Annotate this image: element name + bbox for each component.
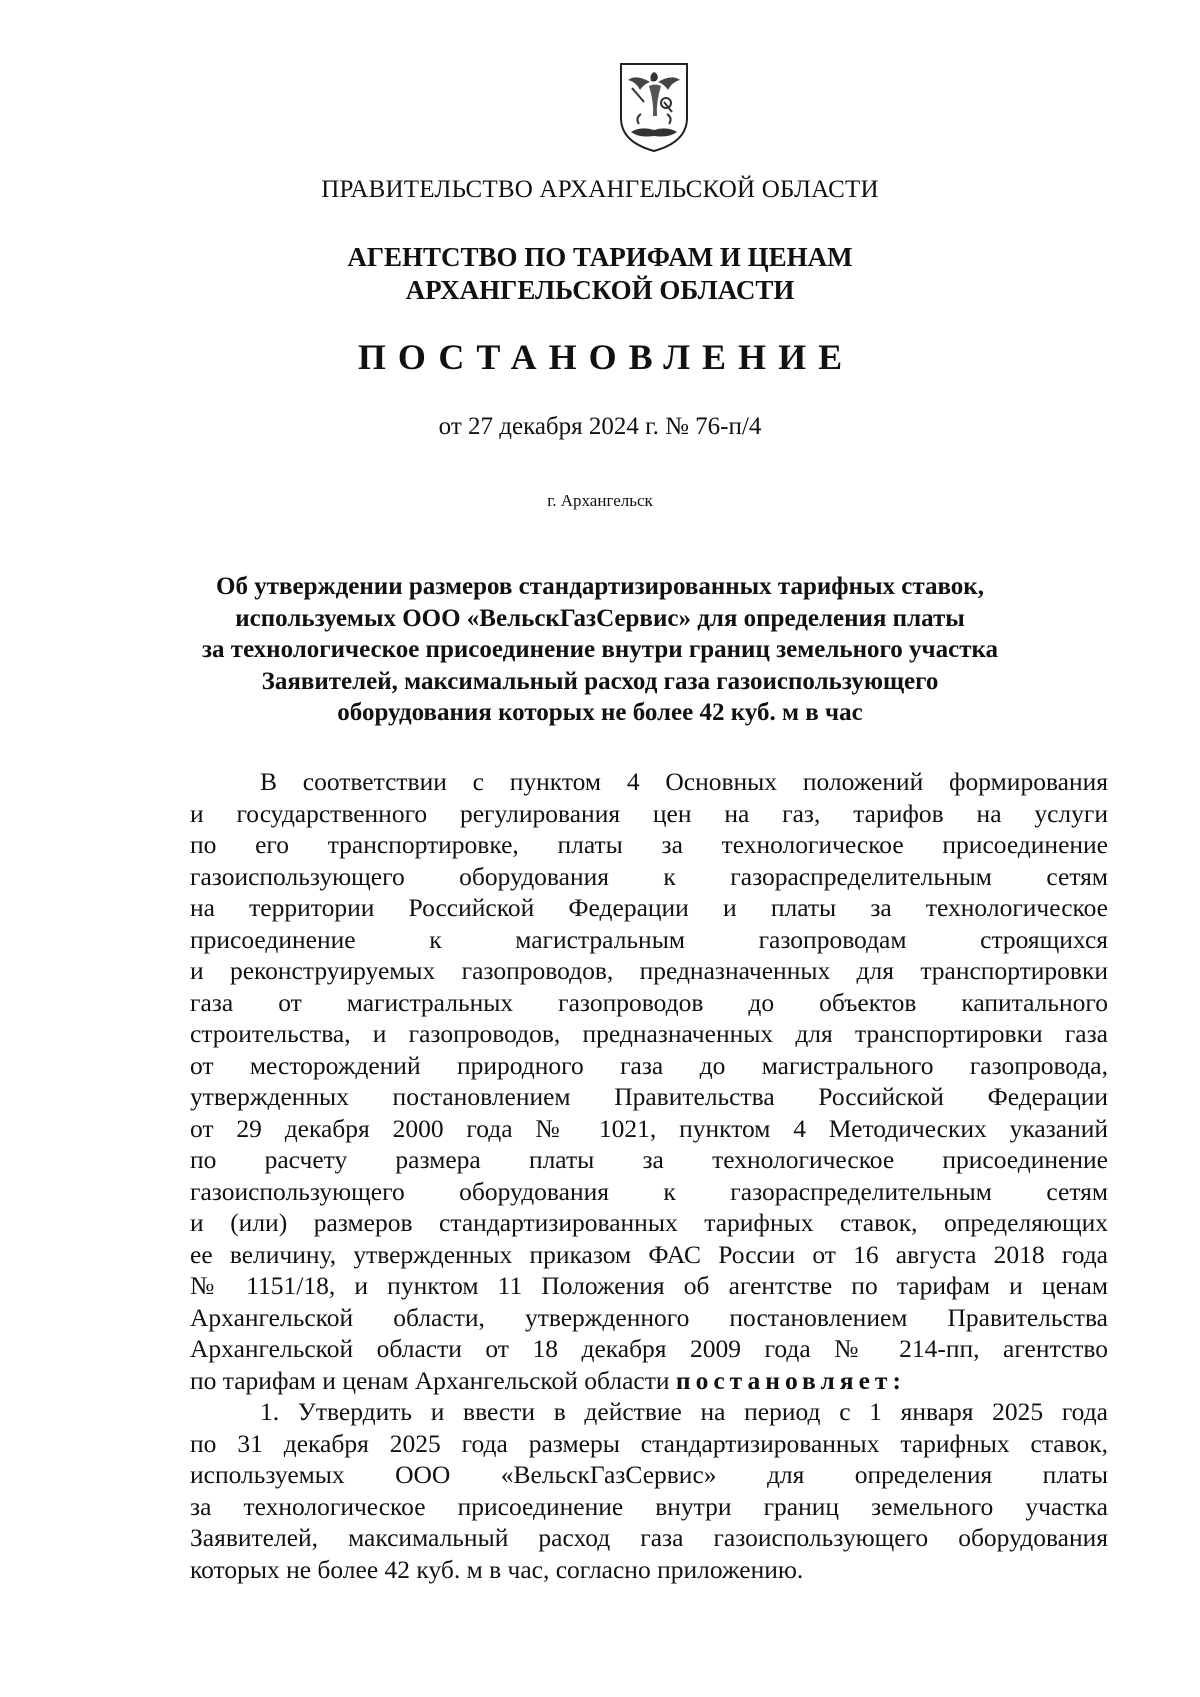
agency-name-line: АРХАНГЕЛЬСКОЙ ОБЛАСТИ [405, 275, 795, 305]
body-line: и реконструируемых газопроводов, предназначенных для транспортировки [190, 956, 1108, 985]
government-name: ПРАВИТЕЛЬСТВО АРХАНГЕЛЬСКОЙ ОБЛАСТИ [321, 176, 879, 203]
body-line: по его транспортировке, платы за технологическое присоединение [190, 830, 1108, 859]
body-line: и (или) размеров стандартизированных тарифных ставок, определяющих [190, 1208, 1108, 1237]
body-line: № 1151/18, и пунктом 11 Положения об агентстве по тарифам и ценам [190, 1271, 1108, 1300]
body-line: которых не более 42 куб. м в час, согласно приложению. [190, 1554, 804, 1584]
body-line: ее величину, утвержденных приказом ФАС России от 16 августа 2018 года [190, 1239, 1108, 1269]
subject-line: Заявителей, максимальный расход газа газоиспользующего [261, 667, 939, 695]
body-line: и государственного регулирования цен на газ, тарифов на услуги [190, 798, 1108, 828]
coat-of-arms-emblem [617, 58, 691, 154]
body-line: Архангельской области от 18 декабря 2009 года № 214-пп, агентство [190, 1334, 1108, 1363]
body-line: В соответствии с пунктом 4 Основных положений формирования [260, 767, 1108, 796]
preamble-paragraph [190, 766, 1108, 1396]
document-subject [160, 571, 1040, 729]
body-line: Архангельской области, утвержденного постановлением Правительства [190, 1302, 1108, 1332]
body-line: от 29 декабря 2000 года № 1021, пунктом 4 Методических указаний [190, 1113, 1108, 1143]
preamble-last-text: по тарифам и ценам Архангельской области [190, 1365, 676, 1395]
body-line: утвержденных постановлением Правительства Российской Федерации [190, 1082, 1108, 1111]
document-city: г. Архангельск [547, 491, 653, 510]
body-line: присоединение к магистральным газопроводам строящихся [190, 924, 1108, 954]
document-body [190, 766, 1108, 1585]
body-line: строительства, и газопроводов, предназначенных для транспортировки газа [190, 1019, 1108, 1048]
body-line: от месторождений природного газа до магистрального газопровода, [190, 1050, 1108, 1080]
document-date-number: от 27 декабря 2024 г. № 76-п/4 [438, 413, 762, 440]
body-line: 1. Утвердить и ввести в действие на период с 1 января 2025 года [260, 1397, 1108, 1426]
agency-name-line: АГЕНТСТВО ПО ТАРИФАМ И ЦЕНАМ [347, 242, 853, 272]
subject-line: Об утверждении размеров стандартизированных тарифных ставок, [216, 573, 984, 600]
item-1-paragraph [190, 1396, 1108, 1585]
body-line: по расчету размера платы за технологическое присоединение [190, 1145, 1108, 1174]
agency-name [0, 241, 1200, 307]
subject-line: оборудования которых не более 42 куб. м в час [337, 699, 863, 726]
body-line: газа от магистральных газопроводов до объектов капитального [190, 987, 1108, 1017]
subject-line: за технологическое присоединение внутри границ земельного участка [202, 636, 998, 663]
subject-line: используемых ООО «ВельскГазСервис» для определения платы [235, 604, 965, 632]
body-line: за технологическое присоединение внутри границ земельного участка [190, 1491, 1108, 1521]
body-line: газоиспользующего оборудования к газораспределительным сетям [190, 861, 1108, 891]
body-line: по 31 декабря 2025 года размеры стандартизированных тарифных ставок, [190, 1428, 1108, 1458]
resolves-word: постановляет: [675, 1365, 906, 1395]
body-line-final [190, 1365, 1108, 1397]
body-line: используемых ООО «ВельскГазСервис» для определения платы [190, 1460, 1108, 1489]
body-line: Заявителей, максимальный расход газа газоиспользующего оборудования [190, 1523, 1108, 1552]
body-line: на территории Российской Федерации и платы за технологическое [190, 893, 1108, 922]
document-type-heading: ПОСТАНОВЛЕНИЕ [357, 337, 855, 377]
body-line: газоиспользующего оборудования к газораспределительным сетям [190, 1176, 1108, 1206]
